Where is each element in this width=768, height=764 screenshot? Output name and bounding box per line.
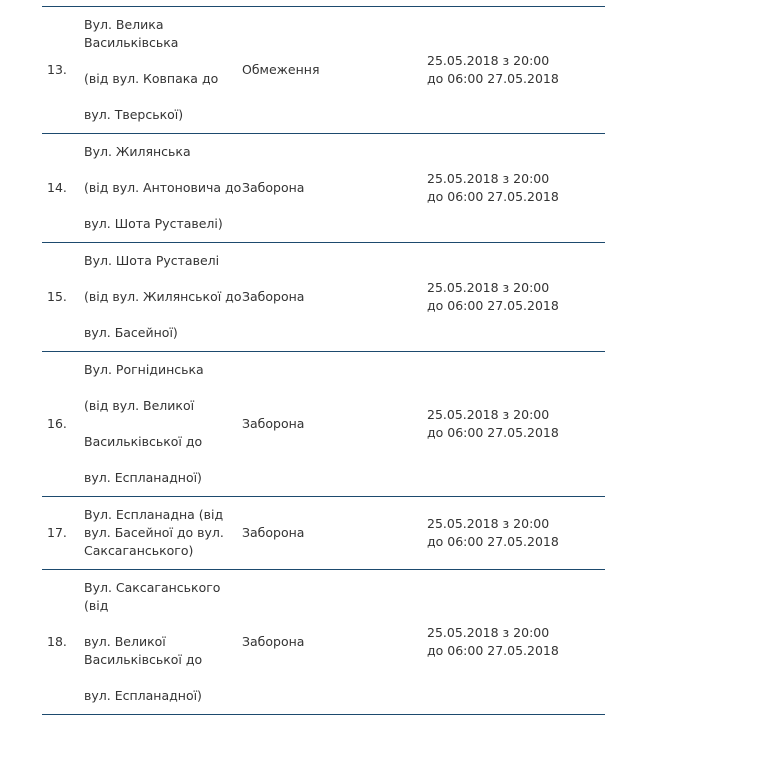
street-to: вул. Еспланадної) [84,688,202,703]
restriction-type: Заборона [242,180,305,195]
street-from: (від вул. Жилянської до [84,289,242,304]
restriction-period-cell [427,134,605,243]
row-number: 17. [47,525,67,540]
street-from: (від вул. Антоновича до [84,180,242,195]
street-name: Вул. Рогнідинська [84,362,204,377]
table-row [42,243,605,352]
row-number: 16. [47,416,67,431]
table-row [42,134,605,243]
street-from: (від вул. Ковпака до [84,71,219,86]
street-from: вул. Великої Васильківської до [84,634,203,667]
restriction-period: 25.05.2018 з 20:00 до 06:00 27.05.2018 [427,625,559,658]
street-name: Вул. Шота Руставелі [84,253,220,268]
row-number: 18. [47,634,67,649]
street-cell [84,352,242,497]
row-number: 15. [47,289,67,304]
street-from-cont: Васильківської до [84,434,203,449]
restriction-period: 25.05.2018 з 20:00 до 06:00 27.05.2018 [427,516,559,549]
street-cell [84,243,242,352]
street-name: Вул. Жилянська [84,144,191,159]
street-to: вул. Тверської) [84,107,184,122]
table-row [42,497,605,570]
street-to: вул. Басейної) [84,325,178,340]
restriction-period: 25.05.2018 з 20:00 до 06:00 27.05.2018 [427,171,559,204]
restriction-type: Заборона [242,416,305,431]
row-number: 13. [47,62,67,77]
street-name: Вул. Саксаганського (від [84,580,221,613]
street-cell [84,570,242,715]
street-from: (від вул. Великої [84,398,195,413]
street-to: вул. Еспланадної) [84,470,202,485]
restrictions-table-wrapper [42,6,600,715]
restriction-period: 25.05.2018 з 20:00 до 06:00 27.05.2018 [427,53,559,86]
table-row [42,7,605,134]
street-cell [84,134,242,243]
restrictions-table [42,6,605,715]
street-cell [84,497,242,570]
row-number: 14. [47,180,67,195]
street-name: Вул. Велика Васильківська [84,17,179,50]
restriction-type: Заборона [242,289,305,304]
restriction-period-cell [427,570,605,715]
restriction-period-cell [427,497,605,570]
restriction-type: Заборона [242,634,305,649]
street-to: вул. Шота Руставелі) [84,216,223,231]
street-cell [84,7,242,134]
table-row [42,570,605,715]
restriction-type: Заборона [242,525,305,540]
street-description: Вул. Еспланадна (від вул. Басейної до вул. Саксаганського) [84,507,224,558]
restriction-period-cell [427,243,605,352]
restriction-type: Обмеження [242,62,320,77]
restriction-period-cell [427,352,605,497]
table-row [42,352,605,497]
restriction-period-cell [427,7,605,134]
restriction-period: 25.05.2018 з 20:00 до 06:00 27.05.2018 [427,407,559,440]
restriction-period: 25.05.2018 з 20:00 до 06:00 27.05.2018 [427,280,559,313]
